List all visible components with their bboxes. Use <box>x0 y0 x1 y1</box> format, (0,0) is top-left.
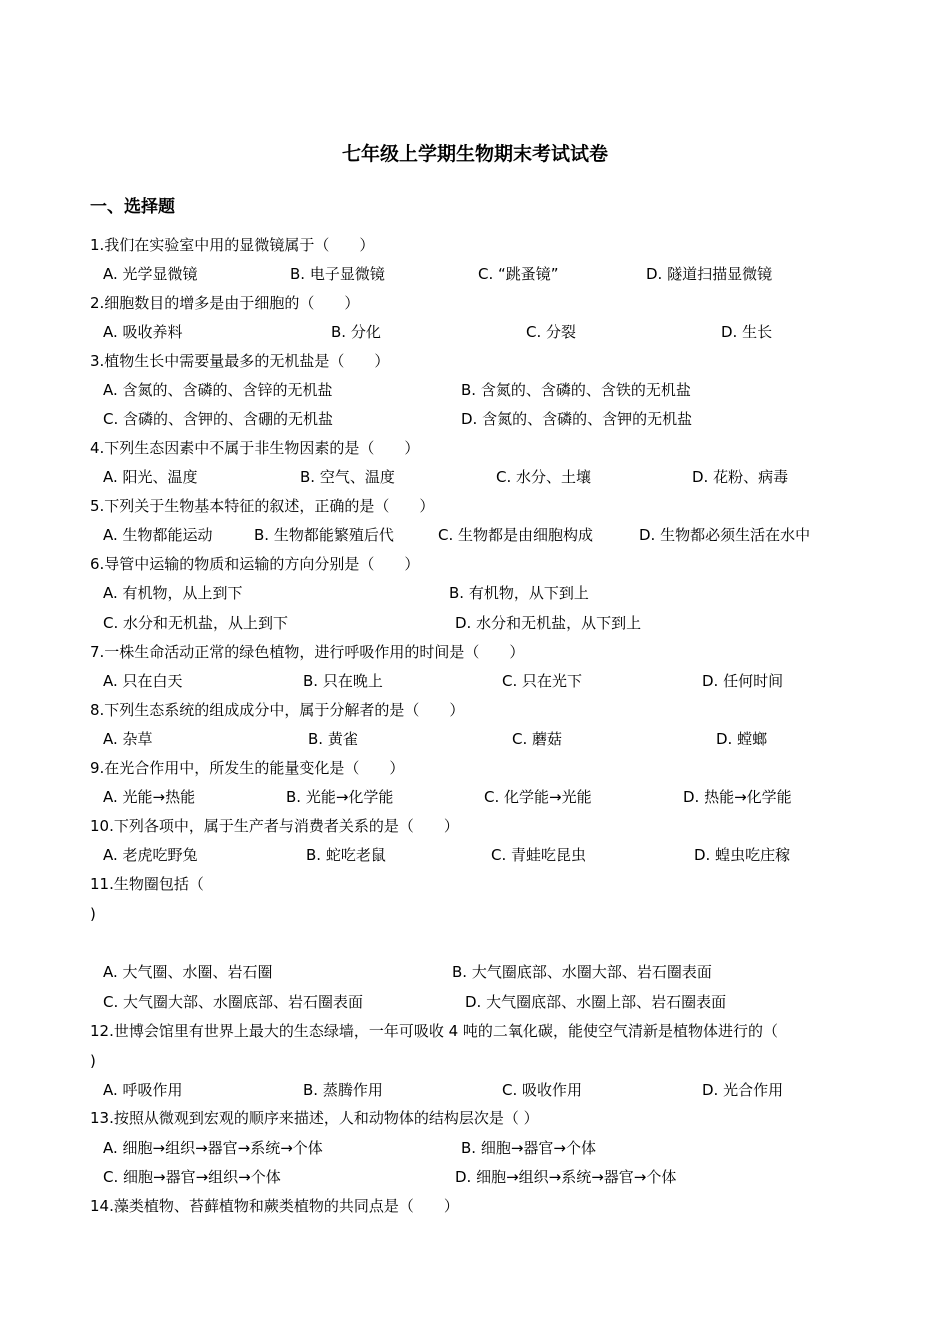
question-13-option-b[interactable]: B. 细胞→器官→个体 <box>461 1139 596 1157</box>
question-14-stem: 14.藻类植物、苔藓植物和蕨类植物的共同点是（ ） <box>90 1197 459 1215</box>
question-4-option-c[interactable]: C. 水分、土壤 <box>496 468 592 486</box>
question-10-option-c[interactable]: C. 青蛙吃昆虫 <box>491 846 587 864</box>
question-9-stem: 9.在光合作用中，所发生的能量变化是（ ） <box>90 759 405 777</box>
question-9-option-b[interactable]: B. 光能→化学能 <box>286 788 394 806</box>
question-12-option-a[interactable]: A. 呼吸作用 <box>103 1081 183 1099</box>
question-13-option-a[interactable]: A. 细胞→组织→器官→系统→个体 <box>103 1139 323 1157</box>
question-3-option-a[interactable]: A. 含氮的、含磷的、含锌的无机盐 <box>103 381 333 399</box>
question-11-stem: 11.生物圈包括（ <box>90 875 204 893</box>
question-6-stem: 6.导管中运输的物质和运输的方向分别是（ ） <box>90 555 420 573</box>
question-13-option-d[interactable]: D. 细胞→组织→系统→器官→个体 <box>455 1168 677 1186</box>
question-2-option-b[interactable]: B. 分化 <box>331 323 381 341</box>
question-4-stem: 4.下列生态因素中不属于非生物因素的是（ ） <box>90 439 420 457</box>
question-1-stem: 1.我们在实验室中用的显微镜属于（ ） <box>90 236 375 254</box>
question-9-option-d[interactable]: D. 热能→化学能 <box>683 788 792 806</box>
question-10-option-a[interactable]: A. 老虎吃野兔 <box>103 846 198 864</box>
question-9-option-a[interactable]: A. 光能→热能 <box>103 788 196 806</box>
question-8-option-a[interactable]: A. 杂草 <box>103 730 153 748</box>
question-2-option-a[interactable]: A. 吸收养料 <box>103 323 183 341</box>
question-3-option-d[interactable]: D. 含氮的、含磷的、含钾的无机盐 <box>461 410 693 428</box>
question-2-option-c[interactable]: C. 分裂 <box>526 323 577 341</box>
question-1-option-c[interactable]: C. “跳蚤镜” <box>478 265 559 283</box>
question-13-option-c[interactable]: C. 细胞→器官→组织→个体 <box>103 1168 281 1186</box>
page-title: 七年级上学期生物期末考试试卷 <box>341 143 608 165</box>
question-13-stem: 13.按照从微观到宏观的顺序来描述，人和动物体的结构层次是（ ） <box>90 1109 539 1127</box>
question-11-stem-end: ) <box>90 905 96 923</box>
section-heading: 一、选择题 <box>90 197 175 217</box>
question-3-option-c[interactable]: C. 含磷的、含钾的、含硼的无机盐 <box>103 410 334 428</box>
question-8-option-c[interactable]: C. 蘑菇 <box>512 730 563 748</box>
question-10-stem: 10.下列各项中，属于生产者与消费者关系的是（ ） <box>90 817 459 835</box>
question-8-option-b[interactable]: B. 黄雀 <box>308 730 358 748</box>
question-12-stem-end: ) <box>90 1052 96 1070</box>
question-6-option-d[interactable]: D. 水分和无机盐，从下到上 <box>455 614 642 632</box>
question-11-option-c[interactable]: C. 大气圈大部、水圈底部、岩石圈表面 <box>103 993 364 1011</box>
question-7-option-b[interactable]: B. 只在晚上 <box>303 672 383 690</box>
question-11-option-b[interactable]: B. 大气圈底部、水圈大部、岩石圈表面 <box>452 963 712 981</box>
question-7-option-a[interactable]: A. 只在白天 <box>103 672 183 690</box>
question-5-option-b[interactable]: B. 生物都能繁殖后代 <box>254 526 394 544</box>
question-6-option-b[interactable]: B. 有机物，从下到上 <box>449 584 589 602</box>
question-10-option-d[interactable]: D. 蝗虫吃庄稼 <box>694 846 791 864</box>
question-6-option-a[interactable]: A. 有机物，从上到下 <box>103 584 243 602</box>
question-10-option-b[interactable]: B. 蛇吃老鼠 <box>306 846 386 864</box>
question-4-option-b[interactable]: B. 空气、温度 <box>300 468 395 486</box>
question-1-option-a[interactable]: A. 光学显微镜 <box>103 265 198 283</box>
question-1-option-b[interactable]: B. 电子显微镜 <box>290 265 385 283</box>
question-9-option-c[interactable]: C. 化学能→光能 <box>484 788 592 806</box>
question-4-option-d[interactable]: D. 花粉、病毒 <box>692 468 789 486</box>
question-2-stem: 2.细胞数目的增多是由于细胞的（ ） <box>90 294 360 312</box>
question-6-option-c[interactable]: C. 水分和无机盐，从上到下 <box>103 614 289 632</box>
question-7-stem: 7.一株生命活动正常的绿色植物，进行呼吸作用的时间是（ ） <box>90 643 525 661</box>
question-2-option-d[interactable]: D. 生长 <box>721 323 773 341</box>
question-3-stem: 3.植物生长中需要量最多的无机盐是（ ） <box>90 352 390 370</box>
question-11-option-d[interactable]: D. 大气圈底部、水圈上部、岩石圈表面 <box>465 993 727 1011</box>
question-5-option-a[interactable]: A. 生物都能运动 <box>103 526 213 544</box>
question-7-option-c[interactable]: C. 只在光下 <box>502 672 583 690</box>
question-8-option-d[interactable]: D. 螳螂 <box>716 730 768 748</box>
question-4-option-a[interactable]: A. 阳光、温度 <box>103 468 198 486</box>
question-12-option-b[interactable]: B. 蒸腾作用 <box>303 1081 383 1099</box>
question-5-stem: 5.下列关于生物基本特征的叙述，正确的是（ ） <box>90 497 435 515</box>
question-8-stem: 8.下列生态系统的组成成分中，属于分解者的是（ ） <box>90 701 465 719</box>
question-12-stem: 12.世博会馆里有世界上最大的生态绿墙，一年可吸收 4 吨的二氧化碳，能使空气清新是植物体进行的（ <box>90 1022 778 1040</box>
question-5-option-c[interactable]: C. 生物都是由细胞构成 <box>438 526 594 544</box>
question-11-option-a[interactable]: A. 大气圈、水圈、岩石圈 <box>103 963 273 981</box>
question-3-option-b[interactable]: B. 含氮的、含磷的、含铁的无机盐 <box>461 381 691 399</box>
question-7-option-d[interactable]: D. 任何时间 <box>702 672 784 690</box>
question-12-option-d[interactable]: D. 光合作用 <box>702 1081 784 1099</box>
question-5-option-d[interactable]: D. 生物都必须生活在水中 <box>639 526 811 544</box>
question-1-option-d[interactable]: D. 隧道扫描显微镜 <box>646 265 773 283</box>
question-12-option-c[interactable]: C. 吸收作用 <box>502 1081 583 1099</box>
